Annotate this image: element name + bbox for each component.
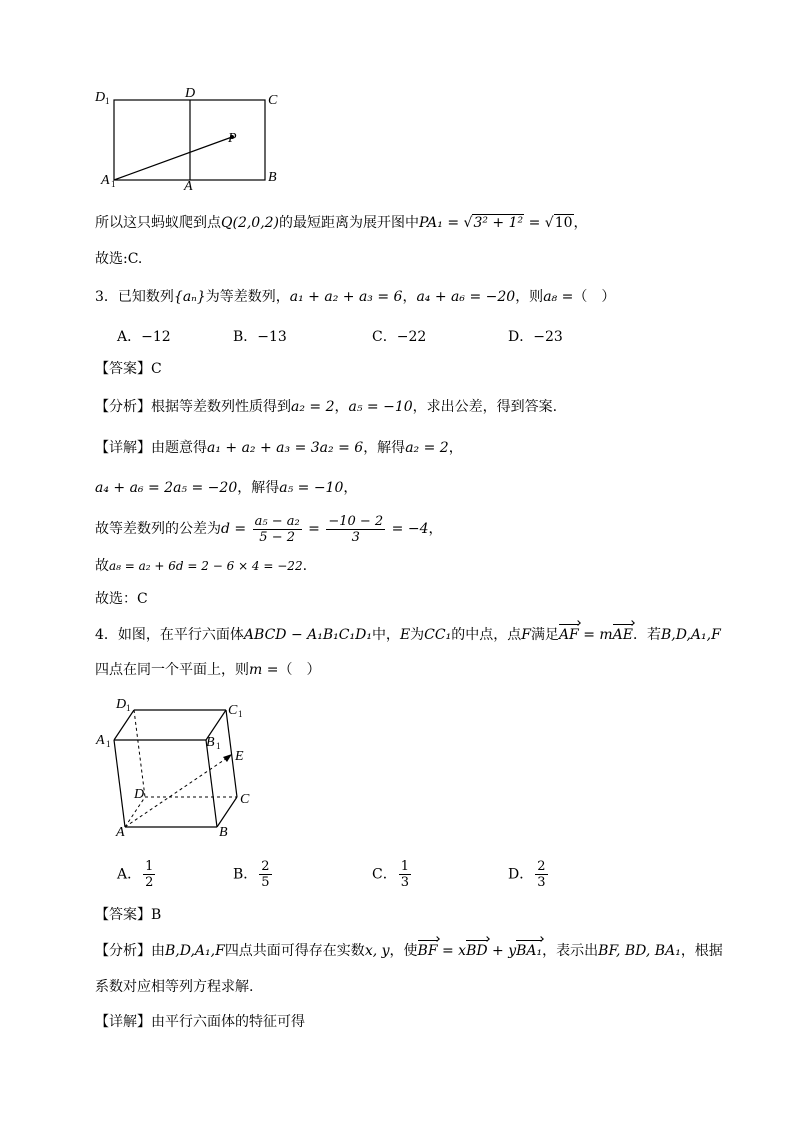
q3-option-b: B．−13 [233,329,287,345]
edge-B1B [206,740,217,827]
question-3: 3．已知数列{aₙ}为等差数列，a₁ + a₂ + a₃ = 6，a₄ + a₆ = −20，则a₈ =（ ） [95,289,616,305]
label-D1: D [116,697,127,712]
label-A1: A [96,733,105,748]
label-P: P [228,131,237,146]
choice-line: 故选:C. [95,251,143,267]
label-C: C [268,93,278,108]
edge-A1A [114,740,125,827]
label-A: A [184,179,193,194]
detail-3-line2: a₄ + a₆ = 2a₅ = −20，解得a₅ = −10， [95,480,358,496]
label-D: D [134,787,145,802]
label-A: A [116,825,125,840]
answer-4: 【答案】B [95,907,162,923]
edge-BC [217,797,237,827]
detail-3-line1: 【详解】由题意得a₁ + a₂ + a₃ = 3a₂ = 6，解得a₂ = 2， [95,440,463,456]
label-A1: A [101,173,110,188]
edge-D1D-hidden [134,710,145,797]
q4-option-d: D． $\frac{2}{3}$ [508,859,546,890]
unfolding-figure [92,84,292,194]
edge-A1D1 [114,710,134,740]
q4-option-a: A． $\frac{1}{2}$ [117,859,154,890]
label-C1: C [228,703,238,718]
analysis-3: 【分析】根据等差数列性质得到a₂ = 2，a₅ = −10，求出公差，得到答案. [95,399,558,415]
question-4: 4．如图，在平行六面体ABCD − A₁B₁C₁D₁中，E为CC₁的中点，点F满足AF = mAE．若B,D,A₁,F [95,627,721,643]
question-4-line2: 四点在同一个平面上，则m =（ ） [95,662,321,678]
shortest-distance-line: 所以这只蚂蚁爬到点Q(2,0,2)的最短距离为展开图中PA₁ = √3² + 1² = √10， [95,215,588,231]
label-B1-sub: 1 [216,741,221,751]
label-B: B [268,170,277,185]
label-B: B [219,825,228,840]
segment-PA1 [114,137,232,180]
analysis-4-line2: 系数对应相等列方程求解. [95,979,254,995]
detail-3-line3: 故等差数列的公差为d = $\frac{\text{a₅ − a₂}}{5 - 2}$ = $\frac{-10 - 2}{3}$ = −4， [95,513,443,545]
label-B1: B [206,735,215,750]
label-A1-sub: 1 [111,179,116,189]
label-D1: D [95,90,106,105]
detail-3-line4: 故a₈ = a₂ + 6d = 2 − 6 × 4 = −22. [95,558,308,574]
parallelepiped-figure [92,694,262,844]
q3-option-d: D．−23 [508,329,563,345]
q4-option-c: C． $\frac{1}{3}$ [372,859,409,890]
analysis-4: 【分析】由B,D,A₁,F四点共面可得存在实数x, y，使BF = xBD + yBA₁，表示出BF, BD, BA₁，根据 [95,943,723,959]
label-C1-sub: 1 [238,709,243,719]
answer-3: 【答案】C [95,361,162,377]
q3-option-c: C．−22 [372,329,427,345]
label-C: C [240,792,250,807]
label-D1-sub: 1 [105,96,110,106]
arrowhead-E [223,754,232,762]
label-A1-sub: 1 [106,739,111,749]
q4-option-b: B． $\frac{2}{5}$ [233,859,270,890]
detail-4: 【详解】由平行六面体的特征可得 [95,1014,305,1030]
label-D1-sub: 1 [126,703,131,713]
q3-option-a: A．−12 [117,329,171,345]
label-E: E [235,749,244,764]
selection-3: 故选：C [95,591,148,607]
label-D: D [185,86,196,101]
